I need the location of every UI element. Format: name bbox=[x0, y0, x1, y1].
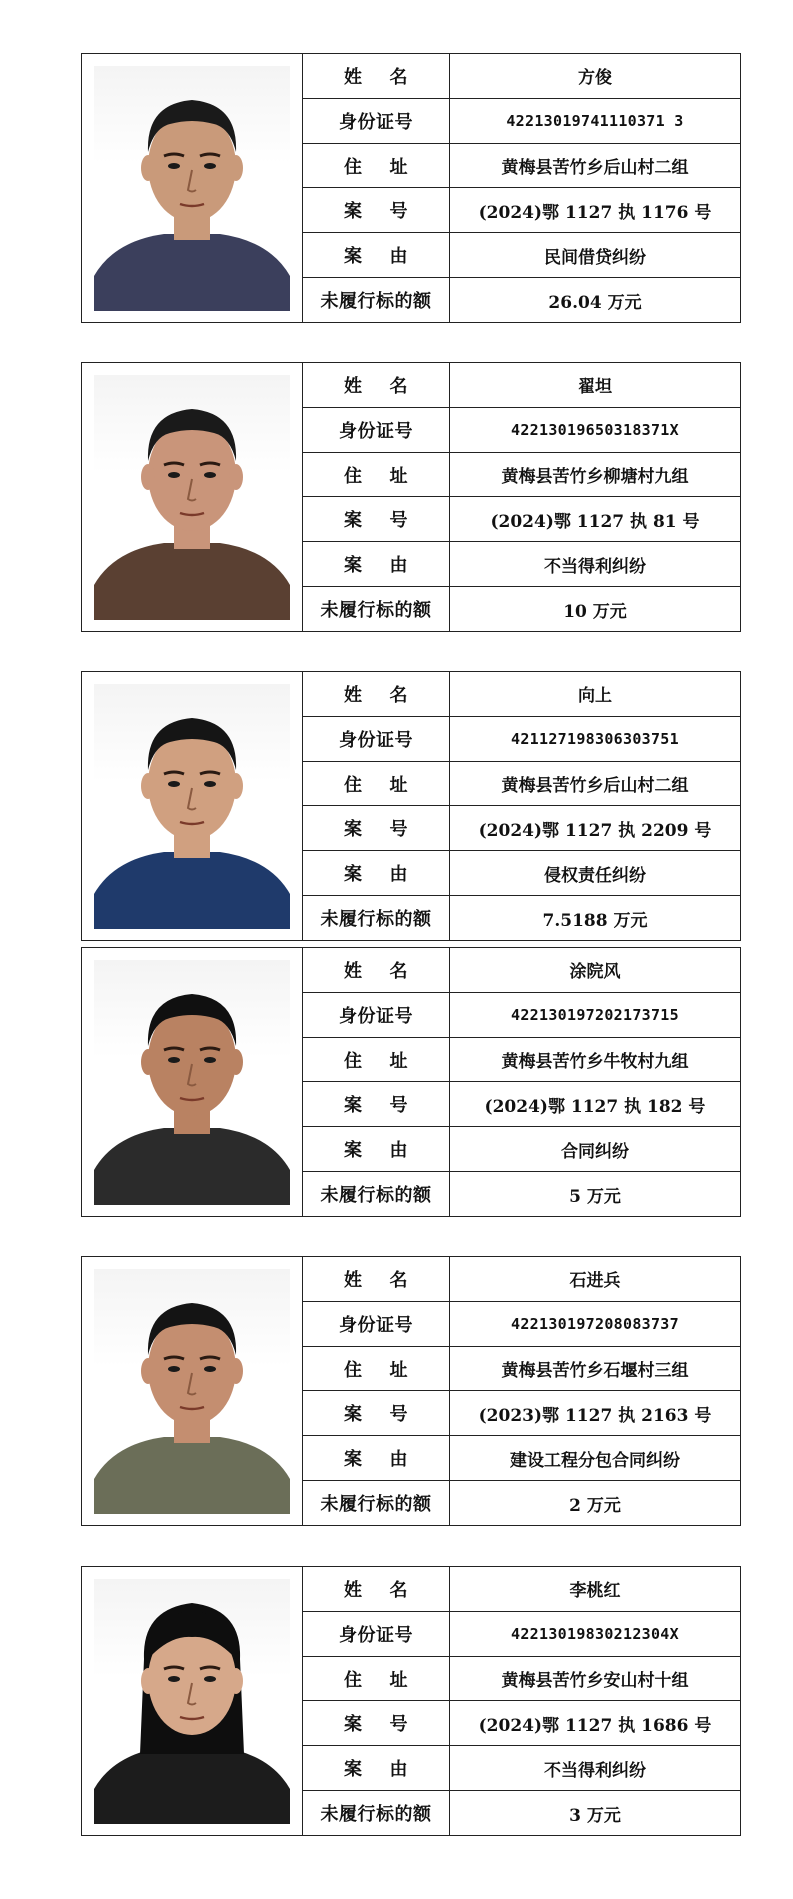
row-id bbox=[303, 993, 740, 1038]
info-table bbox=[303, 1567, 740, 1835]
label-address: 住 址 bbox=[303, 1657, 450, 1701]
ear bbox=[229, 1358, 243, 1384]
value-name: 石进兵 bbox=[569, 1271, 621, 1292]
row-address bbox=[303, 144, 740, 189]
debtor-card bbox=[81, 671, 741, 941]
value-address: 黄梅县苦竹乡石堰村三组 bbox=[501, 1361, 689, 1382]
portrait-photo bbox=[94, 1579, 290, 1824]
label-case-cause: 案 由 bbox=[303, 1746, 450, 1790]
value-case-cause: 不当得利纠纷 bbox=[544, 556, 646, 577]
value-amount: 7.5188 万元 bbox=[542, 910, 648, 931]
value-id: 422130197208083737 bbox=[511, 1314, 679, 1333]
eye bbox=[204, 472, 216, 478]
value-case-no: (2023)鄂 1127 执 2163 号 bbox=[478, 1405, 712, 1426]
row-amount bbox=[303, 587, 740, 631]
label-address: 住 址 bbox=[303, 762, 450, 806]
row-address bbox=[303, 1347, 740, 1392]
ear bbox=[229, 773, 243, 799]
row-name bbox=[303, 672, 740, 717]
value-address: 黄梅县苦竹乡安山村十组 bbox=[501, 1671, 689, 1692]
ear bbox=[141, 773, 155, 799]
value-id: 42213019741110371 3 bbox=[506, 111, 684, 130]
eye bbox=[204, 1676, 216, 1682]
portrait-photo bbox=[94, 375, 290, 620]
row-id bbox=[303, 408, 740, 453]
shirt bbox=[94, 1747, 290, 1824]
value-amount: 2 万元 bbox=[569, 1495, 621, 1516]
info-table bbox=[303, 948, 740, 1216]
ear bbox=[141, 155, 155, 181]
row-id bbox=[303, 99, 740, 144]
value-case-no: (2024)鄂 1127 执 81 号 bbox=[490, 511, 700, 532]
value-amount: 5 万元 bbox=[569, 1186, 621, 1207]
row-case-no bbox=[303, 1701, 740, 1746]
value-case-no: (2024)鄂 1127 执 1686 号 bbox=[478, 1715, 712, 1736]
row-name bbox=[303, 1257, 740, 1302]
label-name: 姓 名 bbox=[303, 1257, 450, 1301]
portrait-figure bbox=[94, 1269, 290, 1514]
label-name: 姓 名 bbox=[303, 672, 450, 716]
ear bbox=[141, 1358, 155, 1384]
row-id bbox=[303, 1612, 740, 1657]
ear bbox=[229, 1668, 243, 1694]
value-case-cause: 民间借贷纠纷 bbox=[544, 247, 646, 268]
eye bbox=[204, 163, 216, 169]
label-id: 身份证号 bbox=[303, 1612, 450, 1656]
value-id: 422130196503183​71X bbox=[511, 420, 679, 439]
row-id bbox=[303, 717, 740, 762]
portrait-figure bbox=[94, 1579, 290, 1824]
eye bbox=[168, 1676, 180, 1682]
label-address: 住 址 bbox=[303, 1347, 450, 1391]
value-case-cause: 建设工程分包合同纠纷 bbox=[510, 1450, 680, 1471]
ear bbox=[141, 464, 155, 490]
label-amount: 未履行标的额 bbox=[303, 587, 450, 631]
shirt bbox=[94, 234, 290, 311]
label-amount: 未履行标的额 bbox=[303, 1791, 450, 1835]
value-amount: 10 万元 bbox=[563, 601, 627, 622]
value-name: 向上 bbox=[578, 686, 612, 707]
photo-cell bbox=[82, 1567, 303, 1835]
label-case-cause: 案 由 bbox=[303, 851, 450, 895]
label-address: 住 址 bbox=[303, 144, 450, 188]
value-address: 黄梅县苦竹乡柳塘村九组 bbox=[501, 467, 689, 488]
value-name: 涂院风 bbox=[569, 962, 621, 983]
label-address: 住 址 bbox=[303, 1038, 450, 1082]
row-address bbox=[303, 453, 740, 498]
value-case-cause: 合同纠纷 bbox=[561, 1141, 629, 1162]
value-address: 黄梅县苦竹乡后山村二组 bbox=[501, 158, 689, 179]
value-name: 翟坦 bbox=[578, 377, 612, 398]
portrait-figure bbox=[94, 960, 290, 1205]
ear bbox=[229, 1049, 243, 1075]
value-amount: 26.04 万元 bbox=[548, 292, 642, 313]
photo-cell bbox=[82, 948, 303, 1216]
value-id: 421127198306303751 bbox=[511, 729, 679, 748]
portrait-photo bbox=[94, 684, 290, 929]
label-case-no: 案 号 bbox=[303, 1701, 450, 1745]
value-case-no: (2024)鄂 1127 执 182 号 bbox=[484, 1096, 706, 1117]
ear bbox=[229, 464, 243, 490]
label-id: 身份证号 bbox=[303, 717, 450, 761]
ear bbox=[141, 1049, 155, 1075]
value-case-no: (2024)鄂 1127 执 2209 号 bbox=[478, 820, 712, 841]
eye bbox=[204, 1366, 216, 1372]
value-address: 黄梅县苦竹乡牛牧村九组 bbox=[501, 1052, 689, 1073]
row-amount bbox=[303, 1481, 740, 1525]
value-name: 方俊 bbox=[578, 68, 612, 89]
eye bbox=[168, 1057, 180, 1063]
row-amount bbox=[303, 896, 740, 940]
row-case-no bbox=[303, 188, 740, 233]
label-case-cause: 案 由 bbox=[303, 542, 450, 586]
row-address bbox=[303, 1038, 740, 1083]
label-id: 身份证号 bbox=[303, 1302, 450, 1346]
info-table bbox=[303, 54, 740, 322]
debtor-card bbox=[81, 1566, 741, 1836]
row-case-cause bbox=[303, 1746, 740, 1791]
label-id: 身份证号 bbox=[303, 408, 450, 452]
debtor-card bbox=[81, 362, 741, 632]
label-amount: 未履行标的额 bbox=[303, 278, 450, 322]
label-case-no: 案 号 bbox=[303, 1391, 450, 1435]
photo-cell bbox=[82, 363, 303, 631]
photo-cell bbox=[82, 54, 303, 322]
row-case-cause bbox=[303, 1436, 740, 1481]
info-table bbox=[303, 363, 740, 631]
label-address: 住 址 bbox=[303, 453, 450, 497]
row-case-cause bbox=[303, 233, 740, 278]
label-case-cause: 案 由 bbox=[303, 1436, 450, 1480]
value-name: 李桃红 bbox=[569, 1581, 621, 1602]
value-id: 422130197202173715 bbox=[511, 1005, 679, 1024]
portrait-photo bbox=[94, 1269, 290, 1514]
row-amount bbox=[303, 278, 740, 322]
value-case-no: (2024)鄂 1127 执 1176 号 bbox=[478, 202, 712, 223]
label-id: 身份证号 bbox=[303, 99, 450, 143]
label-case-no: 案 号 bbox=[303, 497, 450, 541]
label-case-no: 案 号 bbox=[303, 806, 450, 850]
value-case-cause: 侵权责任纠纷 bbox=[544, 865, 646, 886]
eye bbox=[168, 472, 180, 478]
shirt bbox=[94, 1128, 290, 1205]
row-case-no bbox=[303, 497, 740, 542]
shirt bbox=[94, 852, 290, 929]
row-case-no bbox=[303, 1391, 740, 1436]
info-table bbox=[303, 1257, 740, 1525]
portrait-photo bbox=[94, 66, 290, 311]
row-case-no bbox=[303, 1082, 740, 1127]
debtor-card bbox=[81, 947, 741, 1217]
eye bbox=[204, 781, 216, 787]
eye bbox=[204, 1057, 216, 1063]
row-amount bbox=[303, 1172, 740, 1216]
row-case-no bbox=[303, 806, 740, 851]
row-name bbox=[303, 1567, 740, 1612]
photo-cell bbox=[82, 672, 303, 940]
row-address bbox=[303, 762, 740, 807]
ear bbox=[229, 155, 243, 181]
row-case-cause bbox=[303, 542, 740, 587]
eye bbox=[168, 781, 180, 787]
value-case-cause: 不当得利纠纷 bbox=[544, 1760, 646, 1781]
value-id: 42213019830212304X bbox=[511, 1624, 679, 1643]
debtor-card bbox=[81, 1256, 741, 1526]
label-case-no: 案 号 bbox=[303, 188, 450, 232]
row-name bbox=[303, 363, 740, 408]
label-name: 姓 名 bbox=[303, 363, 450, 407]
row-amount bbox=[303, 1791, 740, 1835]
eye bbox=[168, 163, 180, 169]
row-case-cause bbox=[303, 851, 740, 896]
ear bbox=[141, 1668, 155, 1694]
value-address: 黄梅县苦竹乡后山村二组 bbox=[501, 776, 689, 797]
portrait-figure bbox=[94, 684, 290, 929]
debtor-card bbox=[81, 53, 741, 323]
eye bbox=[168, 1366, 180, 1372]
portrait-photo bbox=[94, 960, 290, 1205]
label-amount: 未履行标的额 bbox=[303, 1172, 450, 1216]
portrait-figure bbox=[94, 66, 290, 311]
shirt bbox=[94, 1437, 290, 1514]
label-id: 身份证号 bbox=[303, 993, 450, 1037]
label-name: 姓 名 bbox=[303, 1567, 450, 1611]
label-name: 姓 名 bbox=[303, 54, 450, 98]
row-name bbox=[303, 54, 740, 99]
label-name: 姓 名 bbox=[303, 948, 450, 992]
label-amount: 未履行标的额 bbox=[303, 1481, 450, 1525]
label-case-no: 案 号 bbox=[303, 1082, 450, 1126]
row-name bbox=[303, 948, 740, 993]
info-table bbox=[303, 672, 740, 940]
photo-cell bbox=[82, 1257, 303, 1525]
portrait-figure bbox=[94, 375, 290, 620]
label-case-cause: 案 由 bbox=[303, 233, 450, 277]
label-case-cause: 案 由 bbox=[303, 1127, 450, 1171]
row-id bbox=[303, 1302, 740, 1347]
value-amount: 3 万元 bbox=[569, 1805, 621, 1826]
row-case-cause bbox=[303, 1127, 740, 1172]
row-address bbox=[303, 1657, 740, 1702]
label-amount: 未履行标的额 bbox=[303, 896, 450, 940]
shirt bbox=[94, 543, 290, 620]
